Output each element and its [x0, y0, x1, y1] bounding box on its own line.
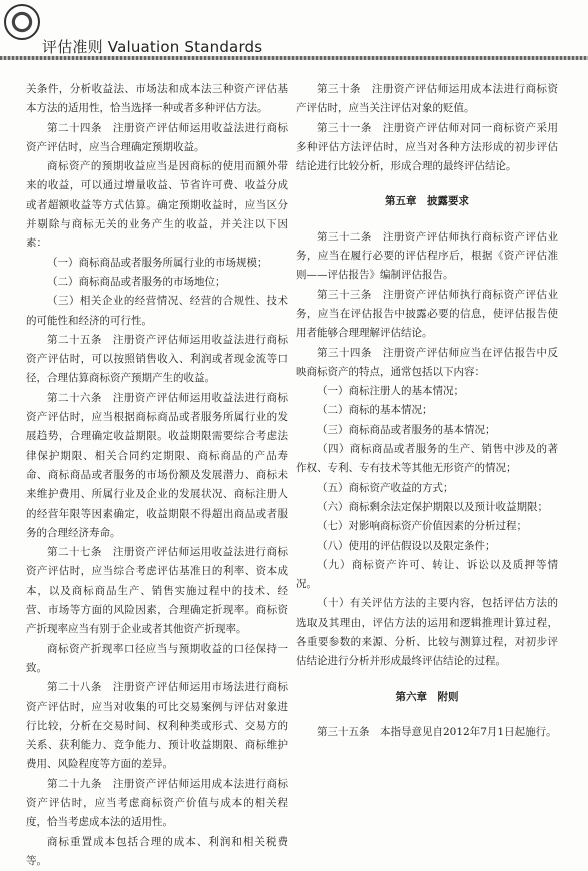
paragraph: （九）商标资产许可、转让、诉讼以及质押等情况。 — [296, 558, 558, 591]
paragraph: （一）商标商品或者服务所属行业的市场规模； — [47, 256, 268, 269]
paragraph: （六）商标剩余法定保护期限以及预计收益期限； — [317, 500, 548, 513]
paragraph: 商标资产的预期收益应当是因商标的使用而额外带来的收益，可以通过增量收益、节省许可费、收益分成或者超额收益等方式估算。确定预期收益时，应当区分并剔除与商标无关的业务产生的收益，并关注以下因素： — [26, 160, 288, 250]
association-logo-icon — [4, 4, 40, 40]
paragraph: （五）商标资产收益的方式； — [317, 481, 454, 494]
left-column — [26, 80, 288, 871]
paragraph: 第三十二条 注册资产评估师执行商标资产评估业务，应当在履行必要的评估程序后，根据《资产评估准则——评估报告》编制评估报告。 — [296, 230, 558, 282]
chapter-heading: 第五章 披露要求 — [385, 195, 469, 208]
paragraph: （八）使用的评估假设以及限定条件； — [317, 539, 496, 552]
paragraph: 关条件，分析收益法、市场法和成本法三种资产评估基本方法的适用性，恰当选择一种或者多种评估方法。 — [26, 83, 288, 115]
header-divider — [0, 56, 588, 60]
paragraph: 第二十九条 注册资产评估师运用成本法进行商标资产评估时，应当考虑商标资产价值与成本的相关程度，恰当考虑成本法的适用性。 — [26, 777, 288, 829]
paragraph: 第三十四条 注册资产评估师应当在评估报告中反映商标资产的特点，通常包括以下内容： — [296, 346, 558, 378]
paragraph: 第三十一条 注册资产评估师对同一商标资产采用多种评估方法评估时，应当对各种方法形成的初步评估结论进行比较分析，形成合理的最终评估结论。 — [296, 121, 558, 173]
paragraph: 第三十条 注册资产评估师运用成本法进行商标资产评估时，应当关注评估对象的贬值。 — [296, 83, 558, 115]
paragraph: 第二十七条 注册资产评估师运用收益法进行商标资产评估时，应当综合考虑评估基准日的利率、资本成本，以及商标商品生产、销售实施过程中的技术、经营、市场等方面的风险因素，合理确定折现率。商标资产折现率应当有别于企业或者其他资产折现率。 — [26, 546, 288, 636]
paragraph: 第二十八条 注册资产评估师运用市场法进行商标资产评估时，应当对收集的可比交易案例与评估对象进行比较，分析在交易时间、权利种类或形式、交易方的关系、获利能力、竞争能力、预计收益期限、商标维护费用、风险程度等方面的差异。 — [26, 681, 288, 771]
paragraph: 第二十四条 注册资产评估师运用收益法进行商标资产评估时，应当合理确定预期收益。 — [26, 121, 288, 153]
page-header — [0, 0, 588, 64]
paragraph: （四）商标商品或者服务的生产、销售中涉及的著作权、专利、专有技术等其他无形资产的情况； — [296, 443, 558, 475]
paragraph: 商标重置成本包括合理的成本、利润和相关税费等。 — [26, 835, 288, 867]
paragraph: （一）商标注册人的基本情况； — [317, 385, 464, 398]
chapter-heading: 第六章 附则 — [395, 690, 459, 703]
journal-title: 评估准则 Valuation Standards — [42, 38, 263, 56]
paragraph: 第二十六条 注册资产评估师运用收益法进行商标资产评估时，应当根据商标商品或者服务所属行业的发展趋势，合理确定收益期限。收益期限需要综合考虑法律保护期限、相关合同约定期限、商标商品的产品寿命、商标商品或者服务的市场份额及发展潜力、商标未来维护费用、所属行业及企业的发展状况、商标注册人的经营年限等因素确定，收益期限不得超出商品或者服务的合理经济寿命。 — [26, 391, 288, 539]
paragraph: （十）有关评估方法的主要内容，包括评估方法的选取及其理由，评估方法的运用和逻辑推理计算过程，各重要参数的来源、分析、比较与测算过程，对初步评估结论进行分析并形成最终评估结论的过程。 — [296, 597, 558, 668]
paragraph: 第三十三条 注册资产评估师执行商标资产评估业务，应当在评估报告中披露必要的信息，使评估报告使用者能够合理理解评估结论。 — [296, 288, 558, 340]
paragraph: （二）商标的基本情况； — [317, 404, 433, 417]
paragraph: （七）对影响商标资产价值因素的分析过程； — [317, 520, 527, 533]
paragraph: （二）商标商品或者服务的市场地位； — [47, 275, 226, 288]
paragraph: 商标资产折现率口径应当与预期收益的口径保持一致。 — [26, 642, 288, 674]
paragraph: 第三十五条 本指导意见自2012年7月1日起施行。 — [317, 725, 557, 738]
right-column — [296, 80, 558, 742]
paragraph: （三）相关企业的经营情况、经营的合规性、技术的可能性和经济的可行性。 — [26, 295, 288, 327]
paragraph: （三）商标商品或者服务的基本情况； — [317, 423, 496, 436]
paragraph: 第二十五条 注册资产评估师运用收益法进行商标资产评估时，可以按照销售收入、利润或者现金流等口径，合理估算商标资产预期产生的收益。 — [26, 333, 288, 385]
